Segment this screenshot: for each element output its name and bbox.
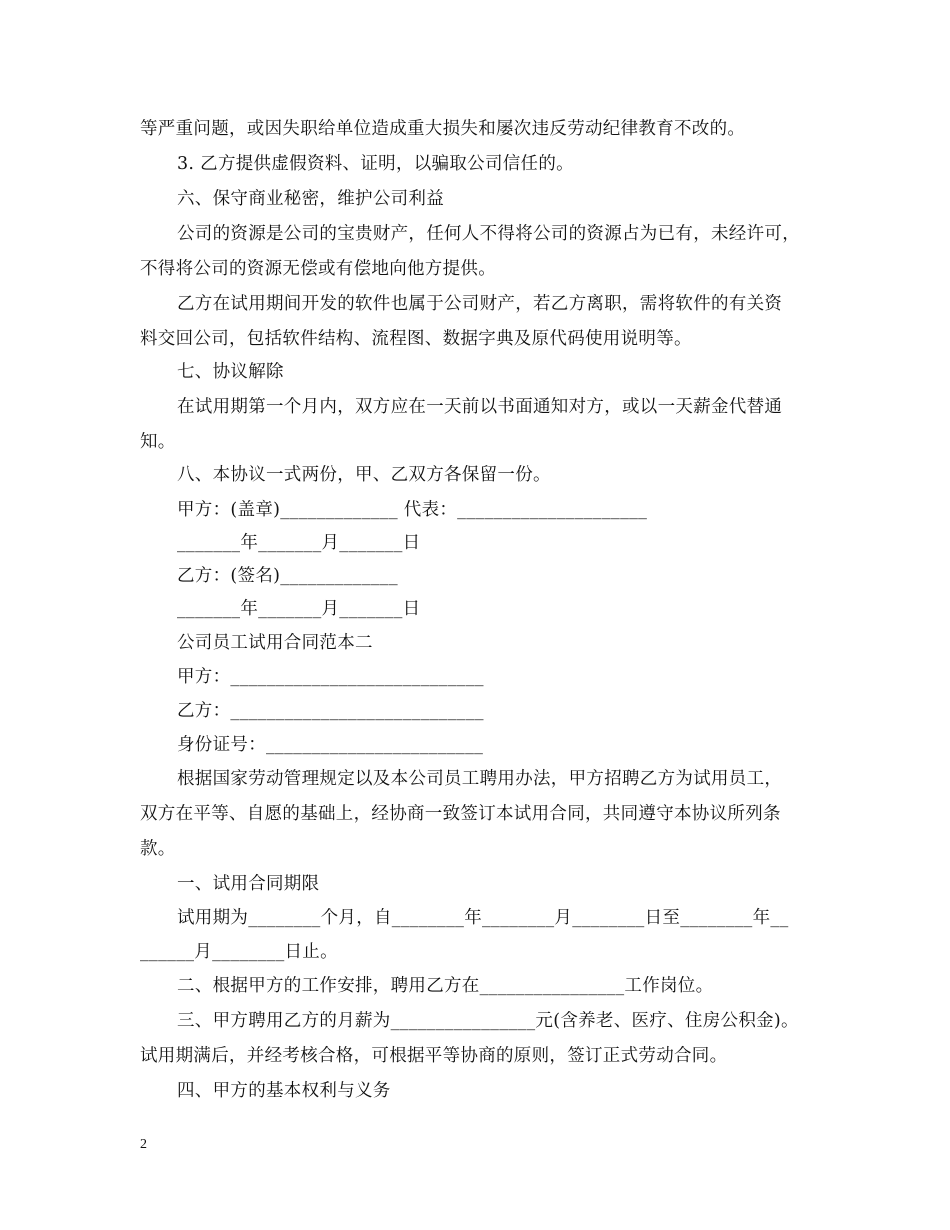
id-number-field: 身份证号：________________________ — [177, 735, 484, 755]
text-line: 料交回公司，包括软件结构、流程图、数据字典及原代码使用说明等。 — [140, 329, 692, 349]
text-line: 二、根据甲方的工作安排，聘用乙方在________________工作岗位。 — [177, 976, 714, 996]
text-line: 款。 — [140, 839, 176, 859]
section-heading: 六、保守商业秘密，维护公司利益 — [177, 189, 444, 209]
section-heading: 七、协议解除 — [177, 362, 284, 382]
section-heading: 一、试用合同期限 — [177, 874, 320, 894]
party-a-field: 甲方：____________________________ — [177, 667, 484, 687]
text-line: 在试用期第一个月内，双方应在一天前以书面通知对方，或以一天薪金代替通 — [177, 397, 783, 417]
party-b-field: 乙方：____________________________ — [177, 701, 484, 721]
text-line: 等严重问题，或因失职给单位造成重大损失和屡次违反劳动纪律教育不改的。 — [140, 119, 746, 139]
text-line: 根据国家劳动管理规定以及本公司员工聘用办法，甲方招聘乙方为试用员工， — [177, 769, 783, 789]
text-line: 知。 — [140, 432, 176, 452]
signature-line-party-a: 甲方：(盖章)_____________ 代表：_____________________ — [177, 500, 648, 520]
text-line: 公司的资源是公司的宝贵财产，任何人不得将公司的资源占为已有，未经许可， — [177, 224, 800, 244]
page-number: 2 — [140, 1137, 147, 1152]
date-line: _______年_______月_______日 — [177, 599, 421, 619]
text-line: ______月________日止。 — [140, 942, 338, 962]
signature-line-party-b: 乙方：(签名)_____________ — [177, 566, 398, 586]
document-title: 公司员工试用合同范本二 — [177, 633, 373, 653]
text-line: 乙方在试用期间开发的软件也属于公司财产，若乙方离职，需将软件的有关资 — [177, 294, 783, 314]
section-heading: 四、甲方的基本权利与义务 — [177, 1081, 391, 1101]
text-line: 试用期满后，并经考核合格，可根据平等协商的原则，签订正式劳动合同。 — [140, 1046, 728, 1066]
date-line: _______年_______月_______日 — [177, 533, 421, 553]
text-line: 三、甲方聘用乙方的月薪为________________元(含养老、医疗、住房公积金)。 — [177, 1011, 799, 1031]
text-line: 试用期为________个月，自________年________月________日至________年__ — [177, 908, 789, 928]
text-line: 3. 乙方提供虚假资料、证明，以骗取公司信任的。 — [177, 154, 574, 174]
text-line: 不得将公司的资源无偿或有偿地向他方提供。 — [140, 259, 496, 279]
text-line: 八、本协议一式两份，甲、乙双方各保留一份。 — [177, 465, 551, 485]
text-line: 双方在平等、自愿的基础上，经协商一致签订本试用合同，共同遵守本协议所列条 — [140, 804, 781, 824]
